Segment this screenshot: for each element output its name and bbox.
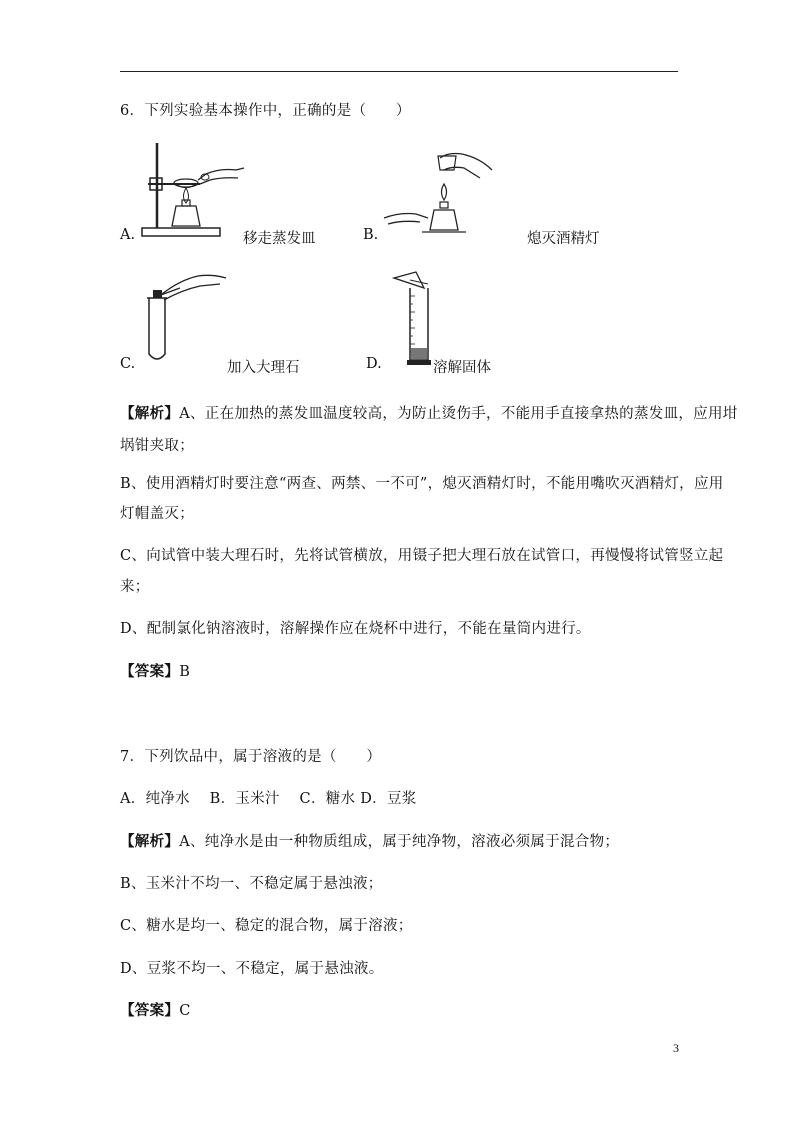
q7-answer: 【答案】C — [120, 1002, 191, 1019]
option-c-caption: 加入大理石 — [227, 360, 300, 376]
q7-analysis-tag: 【解析】 — [120, 833, 180, 850]
option-a-caption: 移走蒸发皿 — [243, 231, 316, 247]
q6-analysis-line-4: 灯帽盖灭； — [120, 506, 194, 522]
q6-analysis-line-5: C、向试管中装大理石时，先将试管横放，用镊子把大理石放在试管口，再慢慢将试管竖立起 — [120, 548, 724, 564]
option-d-caption: 溶解固体 — [433, 360, 491, 376]
figure-b-alcohol-lamp — [380, 148, 500, 240]
option-a-letter: A. — [120, 227, 136, 243]
q6-analysis-tag: 【解析】 — [120, 405, 180, 422]
question-6-stem: 6．下列实验基本操作中，正确的是（ ） — [120, 103, 411, 119]
q6-analysis-line-6: 来； — [120, 579, 150, 595]
figure-c-test-tube — [140, 266, 230, 366]
q7-analysis-line-4: D、豆浆不均一、不稳定，属于悬浊液。 — [120, 961, 384, 977]
figure-d-graduated-cylinder — [388, 270, 438, 368]
question-7-stem: 7．下列饮品中，属于溶液的是（ ） — [120, 749, 382, 765]
option-b-caption: 熄灭酒精灯 — [527, 231, 600, 247]
option-c-letter: C. — [120, 356, 136, 372]
q6-analysis-line-1: 【解析】A、正在加热的蒸发皿温度较高，为防止烫伤手，不能用手直接拿热的蒸发皿，应用坩 — [120, 405, 738, 422]
question-7-options: A．纯净水 B．玉米汁 C．糖水 D．豆浆 — [120, 791, 417, 807]
option-d-letter: D. — [366, 356, 382, 372]
q6-analysis-line-2: 埚钳夹取； — [120, 438, 194, 454]
q6-analysis-line-7: D、配制氯化钠溶液时，溶解操作应在烧杯中进行，不能在量筒内进行。 — [120, 621, 591, 637]
q7-answer-tag: 【答案】 — [120, 1002, 180, 1019]
header-rule — [120, 71, 678, 72]
option-b-letter: B. — [363, 227, 379, 243]
page-number: 3 — [673, 1041, 679, 1055]
q7-analysis-line-3: C、糖水是均一、稳定的混合物，属于溶液； — [120, 918, 413, 934]
q6-answer-tag: 【答案】 — [120, 663, 180, 680]
q7-analysis-line-1: 【解析】A、纯净水是由一种物质组成，属于纯净物，溶液必须属于混合物； — [120, 833, 620, 850]
q6-analysis-line-3: B、使用酒精灯时要注意“两查、两禁、一不可”，熄灭酒精灯时，不能用嘴吹灭酒精灯，应用 — [120, 476, 724, 492]
figure-a-evaporating-dish — [140, 140, 250, 240]
q7-analysis-line-2: B、玉米汁不均一、不稳定属于悬浊液； — [120, 876, 383, 892]
q6-answer: 【答案】B — [120, 663, 191, 680]
